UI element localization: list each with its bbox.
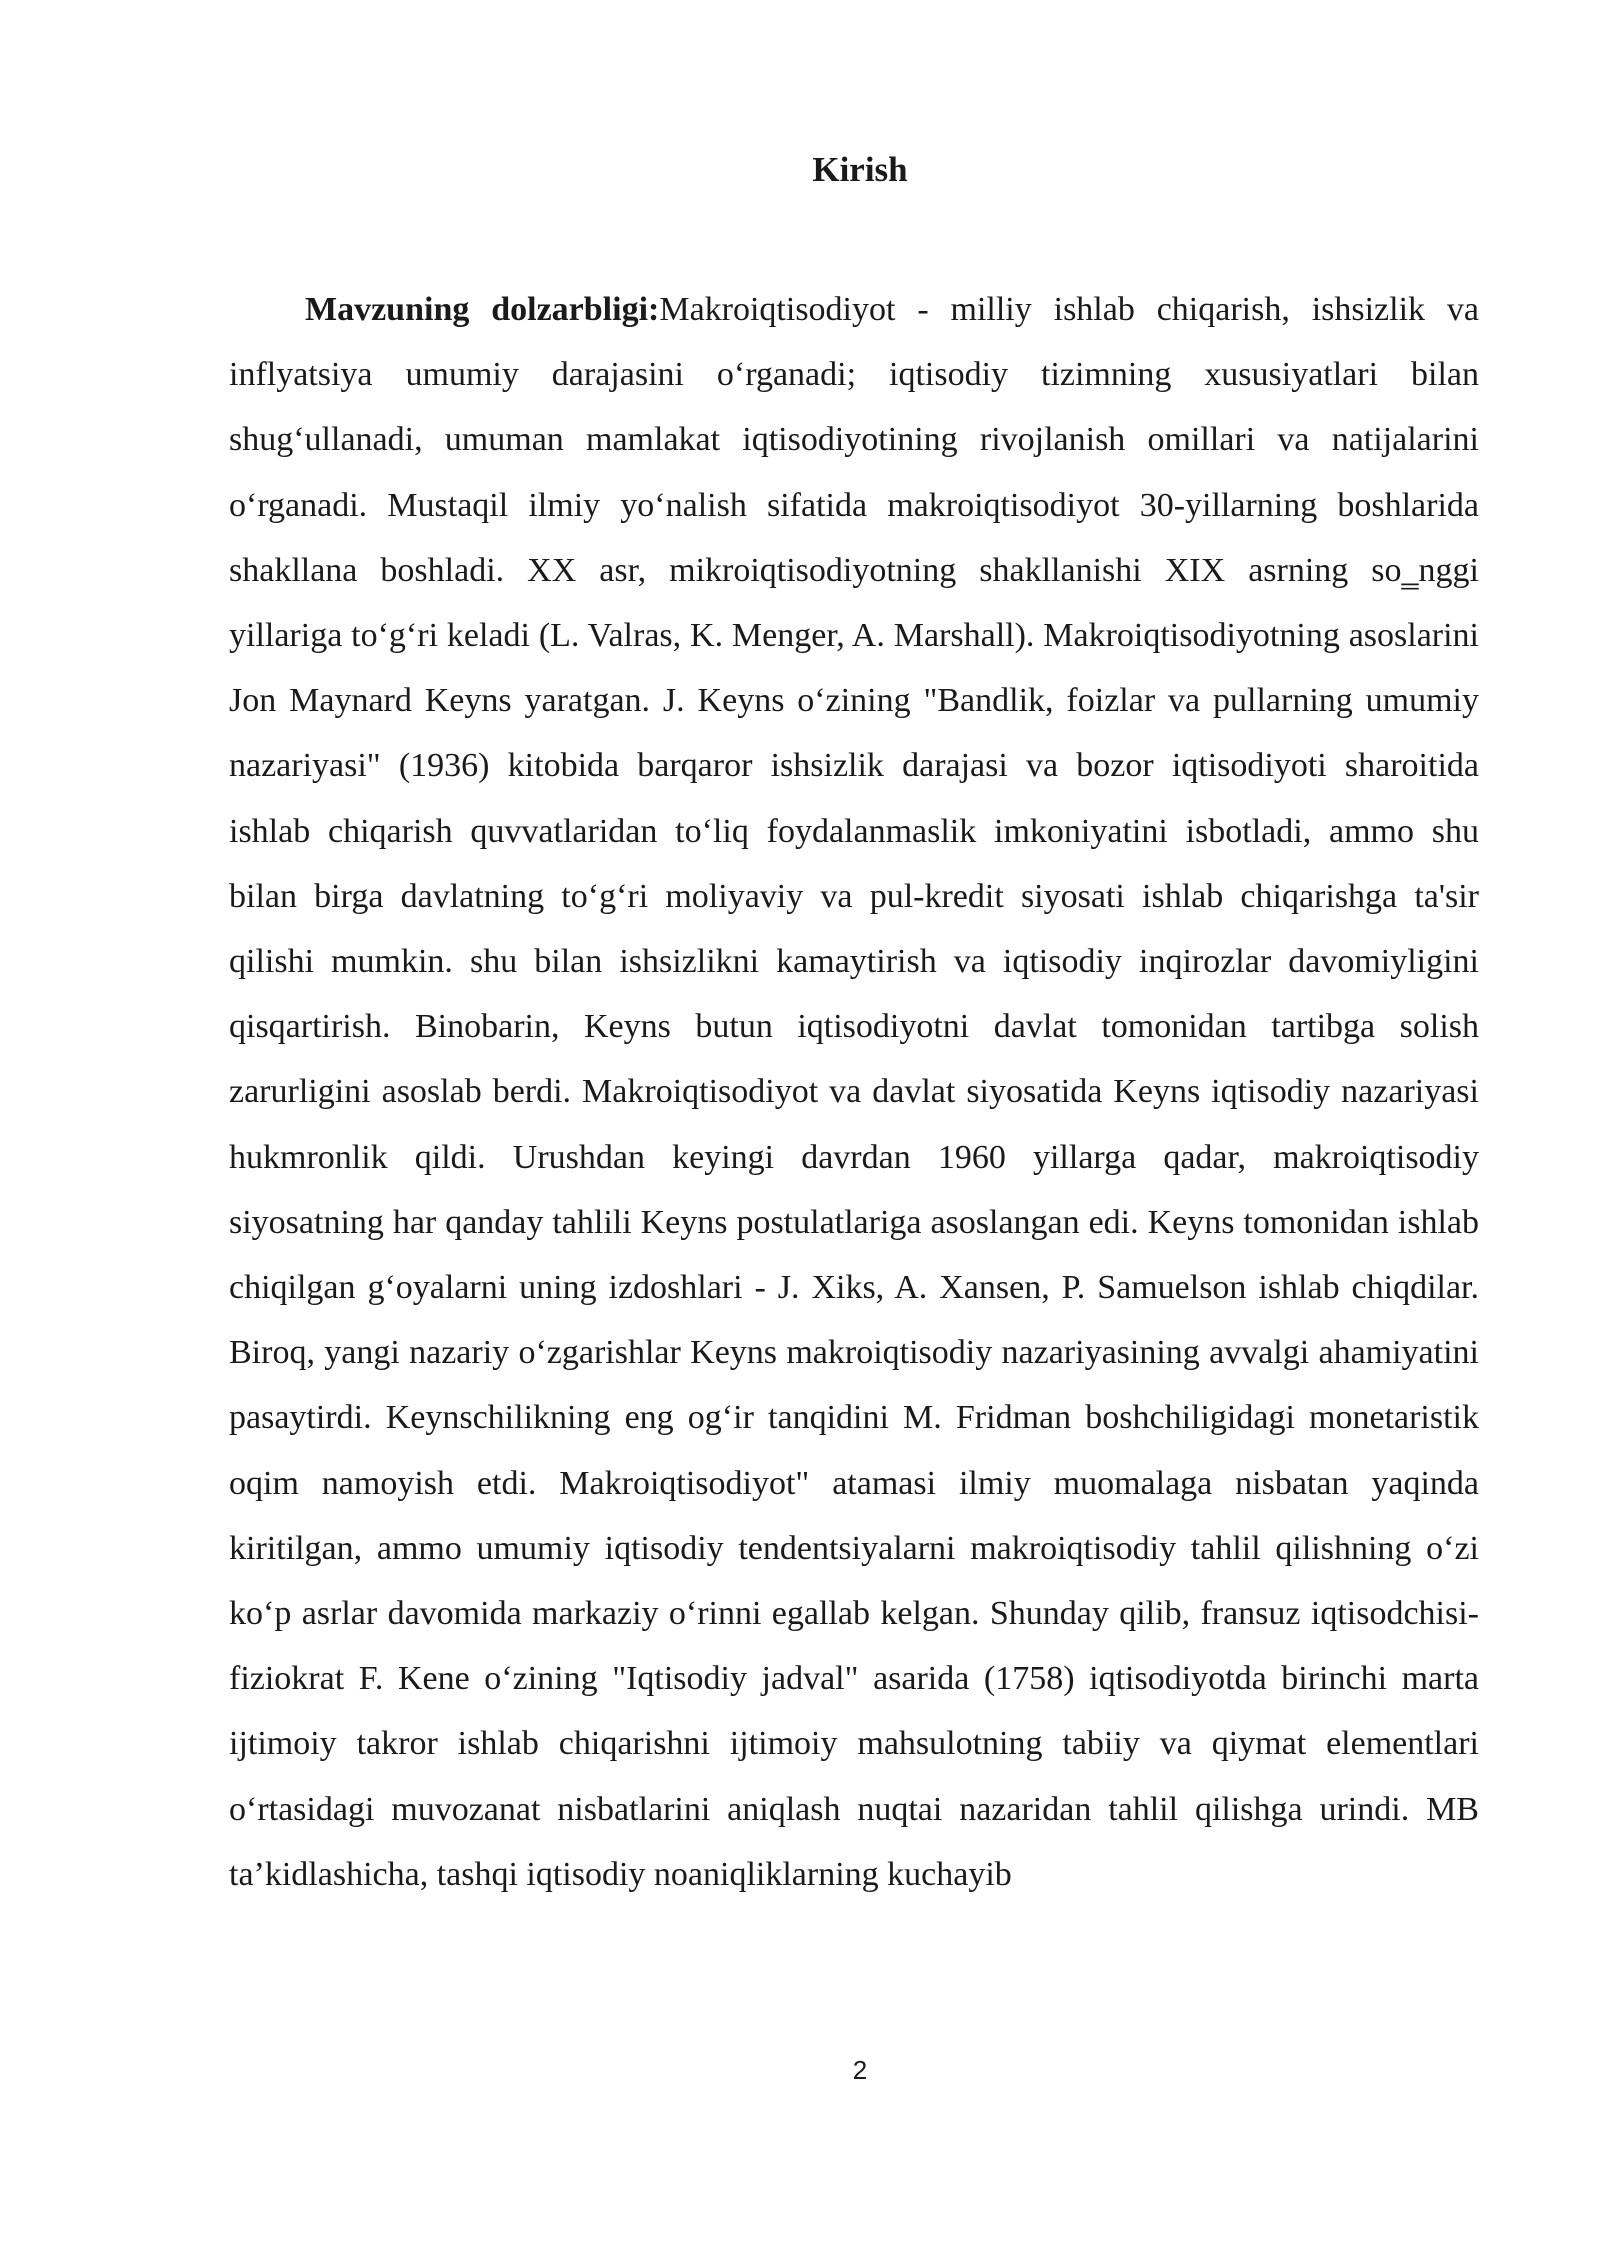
- body-paragraph: [229, 277, 1479, 1907]
- paragraph-lead: Mavzuning dolzarbligi:: [305, 291, 660, 328]
- paragraph-body: Makroiqtisodiyot - milliy ishlab chiqarish, ishsizlik va inflyatsiya umumiy darajasini o‘rganadi; iqtisodiy tizimning xususiyatlari bilan shug‘ullanadi, umuman mamlakat iqtisodiyotining rivojlanish omillari va natijalarini o‘rganadi. Mustaqil ilmiy yo‘nalish sifatida makroiqtisodiyot 30-yillarning boshlarida shakllana boshladi. XX asr, mikroiqtisodiyotning shakllanishi XIX asrning so‗nggi yillariga to‘g‘ri keladi (L. Valras, K. Menger, A. Marshall). Makroiqtisodiyotning asoslarini Jon Maynard Keyns yaratgan. J. Keyns o‘zining "Bandlik, foizlar va pullarning umumiy nazariyasi" (1936) kitobida barqaror ishsizlik darajasi va bozor iqtisodiyoti sharoitida ishlab chiqarish quvvatlaridan to‘liq foydalanmaslik imkoniyatini isbotladi, ammo shu bilan birga davlatning to‘g‘ri moliyaviy va pul-kredit siyosati ishlab chiqarishga ta'sir qilishi mumkin. shu bilan ishsizlikni kamaytirish va iqtisodiy inqirozlar davomiyligini qisqartirish. Binobarin, Keyns butun iqtisodiyotni davlat tomonidan tartibga solish zarurligini asoslab berdi. Makroiqtisodiyot va davlat siyosatida Keyns iqtisodiy nazariyasi hukmronlik qildi. Urushdan keyingi davrdan 1960 yillarga qadar, makroiqtisodiy siyosatning har qanday tahlili Keyns postulatlariga asoslangan edi. Keyns tomonidan ishlab chiqilgan g‘oyalarni uning izdoshlari - J. Xiks, A. Xansen, P. Samuelson ishlab chiqdilar. Biroq, yangi nazariy o‘zgarishlar Keyns makroiqtisodiy nazariyasining avvalgi ahamiyatini pasaytirdi. Keynschilikning eng og‘ir tanqidini M. Fridman boshchiligidagi monetaristik oqim namoyish etdi. Makroiqtisodiyot" atamasi ilmiy muomalaga nisbatan yaqinda kiritilgan, ammo umumiy iqtisodiy tendentsiyalarni makroiqtisodiy tahlil qilishning o‘zi ko‘p asrlar davomida markaziy o‘rinni egallab kelgan. Shunday qilib, fransuz iqtisodchisi-fiziokrat F. Kene o‘zining "Iqtisodiy jadval" asarida (1758) iqtisodiyotda birinchi marta ijtimoiy takror ishlab chiqarishni ijtimoiy mahsulotning tabiiy va qiymat elementlari o‘rtasidagi muvozanat nisbatlarini aniqlash nuqtai nazaridan tahlil qilishga urindi. MB ta’kidlashicha, tashqi iqtisodiy noaniqliklarning kuchayib: [229, 291, 1480, 1893]
- page-heading: Kirish: [812, 150, 908, 189]
- page-number: 2: [852, 2055, 868, 2085]
